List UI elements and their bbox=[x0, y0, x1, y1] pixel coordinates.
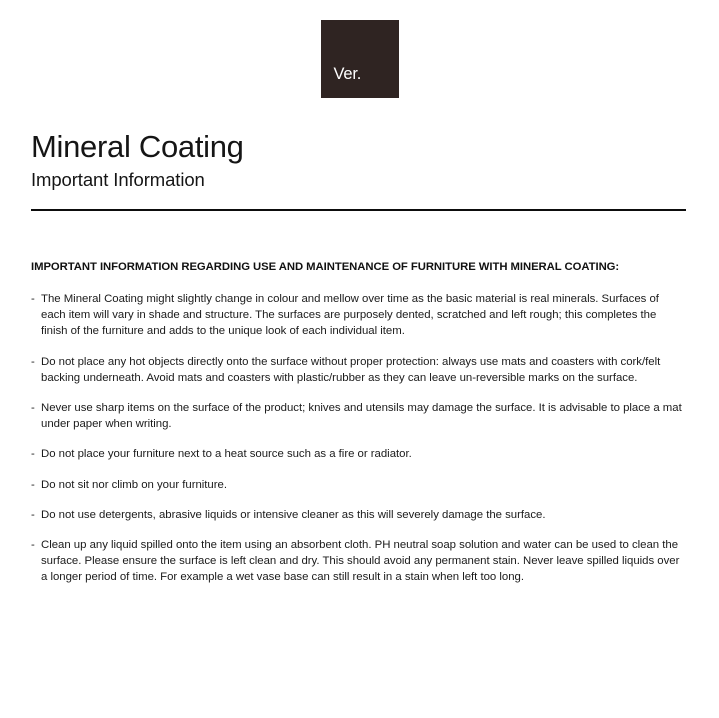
instruction-list bbox=[31, 291, 685, 586]
list-item-text: Clean up any liquid spilled onto the item using an absorbent cloth. PH neutral soap solution and water can be used to clean the surface. Please ensure the surface is left clean and dry. This should avoid any permanent stain. Never leave spilled liquids over a longer period of time. For example a wet vase base can still result in a stain when left too long. bbox=[41, 539, 680, 584]
list-item-text: Do not use detergents, abrasive liquids or intensive cleaner as this will severely damage the surface. bbox=[41, 508, 546, 521]
bullet-marker-icon: - bbox=[31, 448, 35, 461]
list-item bbox=[31, 354, 685, 386]
logo-line-3: sen bbox=[333, 167, 360, 185]
logo-line-1: Ver. bbox=[333, 65, 362, 83]
list-item bbox=[31, 446, 685, 462]
list-item-text: Do not sit nor climb on your furniture. bbox=[41, 478, 227, 491]
document-header bbox=[31, 128, 687, 192]
list-item-text: Do not place any hot objects directly onto the surface without proper protection: always use mats and coasters with cork/felt backing underneath. Avoid mats and coasters with plastic/rubber as they can leave un-reversible marks on the surface. bbox=[41, 355, 661, 384]
list-item-text: Do not place your furniture next to a heat source such as a fire or radiator. bbox=[41, 448, 412, 461]
logo-line-2: smis bbox=[333, 116, 367, 134]
document-body bbox=[31, 260, 685, 586]
list-item bbox=[31, 507, 685, 523]
bullet-marker-icon: - bbox=[31, 539, 35, 552]
vermissen-logo bbox=[321, 20, 399, 185]
page-subtitle: Important Information bbox=[31, 169, 205, 190]
list-item-text: Never use sharp items on the surface of the product; knives and utensils may damage the surface. It is advisable to place a mat under paper when writing. bbox=[41, 402, 682, 431]
header-divider bbox=[31, 209, 686, 211]
bullet-marker-icon: - bbox=[31, 478, 35, 491]
bullet-marker-icon: - bbox=[31, 402, 35, 415]
list-item-text: The Mineral Coating might slightly change in colour and mellow over time as the basic material is real minerals. Surfaces of each item will vary in shade and structure. The surfaces are purposely dented, scratched and left rough; this completes the finish of the furniture and adds to the unique look of each individual item. bbox=[41, 293, 659, 338]
list-item bbox=[31, 477, 685, 493]
section-heading: IMPORTANT INFORMATION REGARDING USE AND MAINTENANCE OF FURNITURE WITH MINERAL COATING: bbox=[31, 261, 620, 273]
list-item bbox=[31, 537, 685, 586]
bullet-marker-icon: - bbox=[31, 293, 35, 305]
list-item bbox=[31, 400, 685, 432]
list-item bbox=[31, 291, 685, 340]
page-title: Mineral Coating bbox=[31, 129, 244, 164]
bullet-marker-icon: - bbox=[31, 355, 35, 368]
bullet-marker-icon: - bbox=[31, 508, 35, 521]
